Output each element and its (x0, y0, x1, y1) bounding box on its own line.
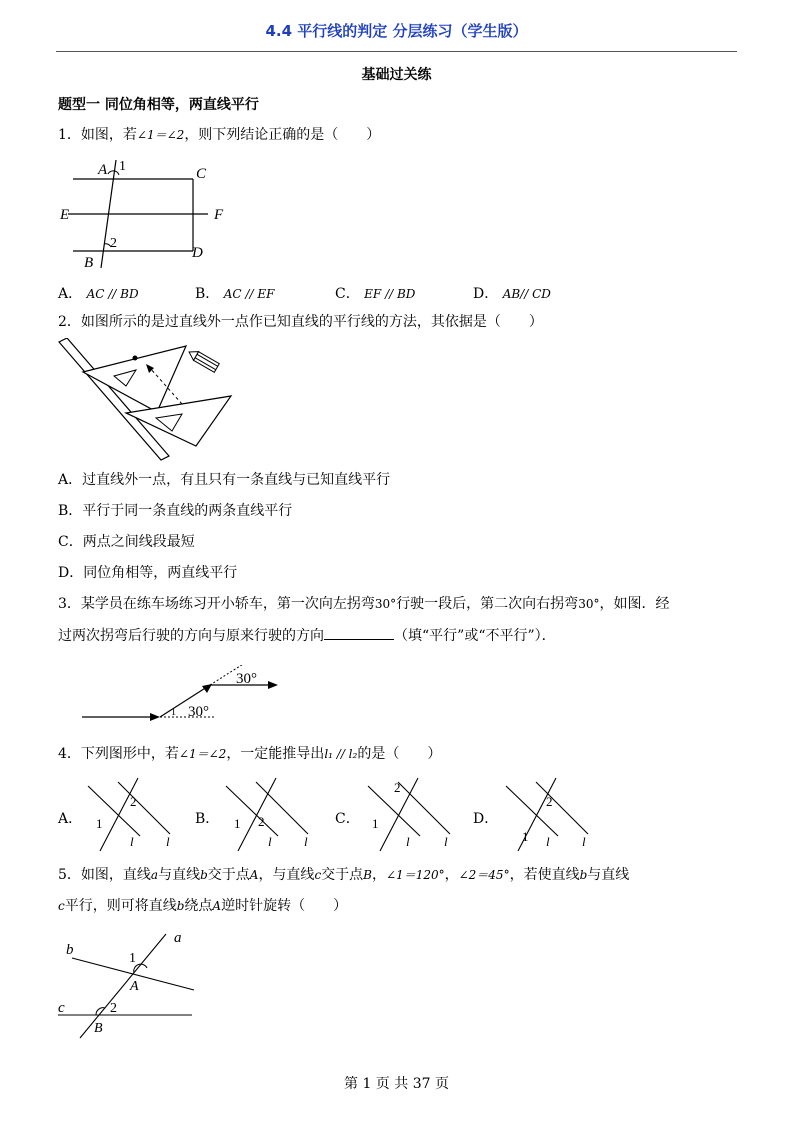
question-4-option-b[interactable]: B． (195, 811, 220, 827)
label-b: b (66, 942, 74, 958)
question-2-option-b[interactable]: B．平行于同一条直线的两条直线平行 (58, 503, 293, 519)
question-1-stem: 1．如图，若∠1＝∠2，则下列结论正确的是（ ） (58, 127, 381, 143)
question-2-option-c[interactable]: C．两点之间线段最短 (58, 534, 195, 550)
label-1: 1 (171, 707, 176, 718)
question-3-figure (80, 665, 290, 723)
label-l1: l (130, 834, 134, 849)
arrow-head-3 (268, 681, 278, 689)
question-4-stem: 4．下列图形中，若∠1＝∠2，一定能推导出l₁ // l₂的是（ ） (58, 746, 442, 762)
label-2: 2 (546, 794, 553, 809)
given-point (133, 356, 138, 361)
question-1-option-c[interactable]: C． EF // BD (335, 286, 416, 302)
label-1: 1 (119, 159, 126, 174)
label-c: c (58, 1000, 65, 1016)
question-1-option-a[interactable]: A． AC // BD (58, 286, 139, 302)
question-4-figure-d (498, 776, 603, 854)
label-l1: l (546, 834, 550, 849)
question-5-line-2: c平行，则可将直线b绕点A逆时针旋转（ ） (58, 898, 348, 914)
question-5-line-1: 5．如图，直线a与直线b交于点A，与直线c交于点B，∠1＝120°，∠2＝45°，若使直线b与直线 (58, 867, 630, 883)
label-2: 2 (258, 814, 265, 829)
label-1: 1 (372, 816, 379, 831)
question-4-figure-c (360, 776, 465, 854)
label-2: 2 (130, 794, 137, 809)
label-A: A (130, 979, 139, 994)
question-2-option-a[interactable]: A．过直线外一点，有且只有一条直线与已知直线平行 (58, 472, 391, 488)
question-3-line-2: 过两次拐弯后行驶的方向与原来行驶的方向 （填“平行”或“不平行”）． (58, 625, 556, 646)
line-a (80, 934, 166, 1038)
label-A: A (98, 162, 108, 178)
label-l2: l (166, 834, 170, 849)
label-D: D (192, 245, 203, 261)
label-C: C (196, 166, 207, 182)
label-1: 1 (522, 829, 529, 844)
label-1: 1 (234, 816, 241, 831)
label-a: a (174, 930, 182, 946)
upper-angle-label: 30° (236, 671, 257, 687)
question-type-title: 题型一 同位角相等，两直线平行 (58, 97, 259, 113)
label-E: E (60, 207, 70, 223)
label-1: 1 (96, 816, 103, 831)
header-divider (56, 51, 737, 52)
question-2-figure (56, 338, 236, 463)
section-title: 基础过关练 (361, 67, 432, 83)
label-B: B (84, 255, 94, 271)
page-number: 第 1 页 共 37 页 (344, 1076, 449, 1092)
question-4-figure-b (218, 776, 323, 854)
question-4-option-a[interactable]: A． (58, 811, 83, 827)
label-l2: l (444, 834, 448, 849)
arrow-head-1 (150, 713, 160, 721)
question-4-option-d[interactable]: D． (473, 811, 499, 827)
label-2: 2 (110, 236, 117, 251)
label-l1: l (268, 834, 272, 849)
label-B: B (94, 1021, 103, 1036)
label-1: 1 (129, 951, 136, 966)
answer-blank[interactable] (324, 625, 394, 640)
question-5-figure (56, 928, 206, 1040)
label-2: 2 (394, 780, 401, 795)
question-1-figure (56, 152, 246, 272)
question-1-option-d[interactable]: D． AB// CD (473, 286, 551, 302)
question-2-stem: 2．如图所示的是过直线外一点作已知直线的平行线的方法，其依据是（ ） (58, 314, 543, 330)
lower-angle-label: 30° (188, 704, 209, 720)
label-2: 2 (110, 1001, 117, 1016)
question-1-option-b[interactable]: B． AC // EF (195, 286, 275, 302)
question-4-option-c[interactable]: C． (335, 811, 360, 827)
label-l2: l (304, 834, 308, 849)
pencil-icon (187, 348, 220, 373)
question-3-line-1: 3．某学员在练车场练习开小轿车，第一次向左拐弯30°行驶一段后，第二次向右拐弯30°，如图．经 (58, 596, 670, 612)
label-F: F (214, 207, 224, 223)
label-l1: l (406, 834, 410, 849)
label-l2: l (582, 834, 586, 849)
page-header-title: 4.4 平行线的判定 分层练习（学生版） (265, 22, 528, 40)
question-2-option-d[interactable]: D．同位角相等，两直线平行 (58, 565, 238, 581)
question-4-figure-a (80, 776, 185, 854)
